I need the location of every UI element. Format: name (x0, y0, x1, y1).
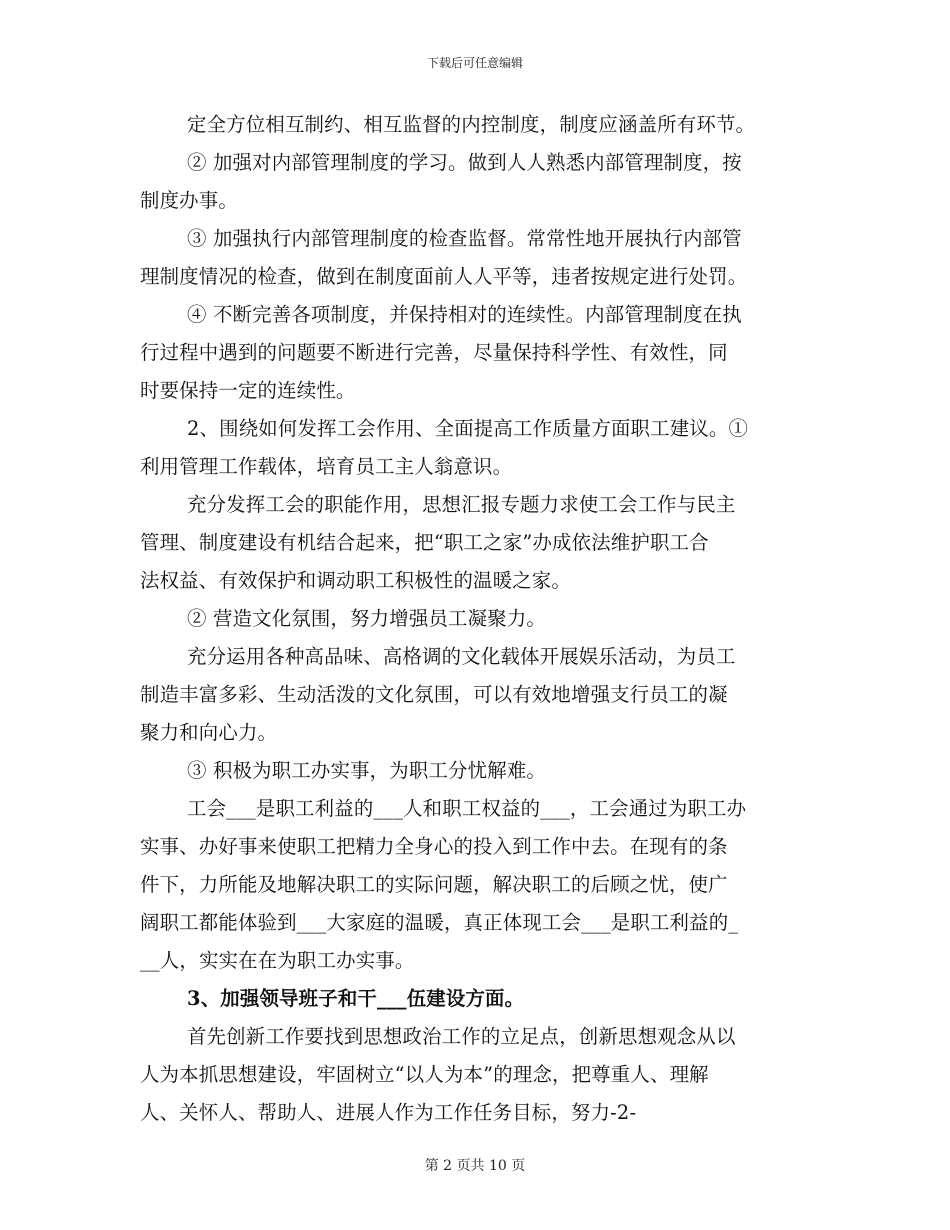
section-heading: 3、加强领导班子和干___伍建设方面。 (187, 987, 525, 1010)
text-line: 聚力和向心力。 (140, 721, 278, 744)
text-line: 理制度情况的检查，做到在制度面前人人平等，违者按规定进行处罚。 (140, 265, 748, 288)
text-line: 充分发挥工会的职能作用，思想汇报专题力求使工会工作与民主 (187, 493, 736, 516)
text-line: ③ 积极为职工办实事，为职工分忧解难。 (187, 759, 546, 782)
text-line: 实事、办好事来使职工把精力全身心的投入到工作中去。在现有的条 (140, 835, 728, 858)
text-line: ② 加强对内部管理制度的学习。做到人人熟悉内部管理制度，按 (187, 151, 742, 174)
text-line: 2、围绕如何发挥工会作用、全面提高工作质量方面职工建议。① (187, 417, 749, 440)
text-line: ④ 不断完善各项制度，并保持相对的连续性。内部管理制度在执 (187, 303, 742, 326)
text-line: 人、关怀人、帮助人、进展人作为工作任务目标，努力-2- (140, 1101, 637, 1124)
text-line: 制造丰富多彩、生动活泼的文化氛围，可以有效地增强支行员工的凝 (140, 683, 728, 706)
text-line: 人为本抓思想建设，牢固树立“以人为本”的理念，把尊重人、理解 (140, 1063, 709, 1086)
text-line: 行过程中遇到的问题要不断进行完善，尽量保持科学性、有效性，同 (140, 341, 728, 364)
text-line: 件下，力所能及地解决职工的实际问题，解决职工的后顾之忧，使广 (140, 873, 728, 896)
text-line: 法权益、有效保护和调动职工积极性的温暖之家。 (140, 569, 571, 592)
document-body (140, 106, 812, 1132)
text-line: 定全方位相互制约、相互监督的内控制度，制度应涵盖所有环节。 (187, 113, 756, 136)
text-line: ② 营造文化氛围，努力增强员工凝聚力。 (187, 607, 546, 630)
text-line: 管理、制度建设有机结合起来，把“职工之家”办成依法维护职工合 (140, 531, 709, 554)
text-line: 制度办事。 (140, 189, 238, 212)
text-line: 充分运用各种高品味、高格调的文化载体开展娱乐活动，为员工 (187, 645, 736, 668)
text-line: ③ 加强执行内部管理制度的检查监督。常常性地开展执行内部管 (187, 227, 742, 250)
page-header: 下载后可任意编辑 (426, 56, 523, 70)
page-footer: 第 2 页共 10 页 (424, 1158, 526, 1174)
text-line: 阔职工都能体验到___大家庭的温暖，真正体现工会___是职工利益的_ (140, 911, 739, 934)
text-line: 利用管理工作载体，培育员工主人翁意识。 (140, 455, 513, 478)
text-line: 时要保持一定的连续性。 (140, 379, 356, 402)
text-line: __人，实实在在为职工办实事。 (140, 949, 415, 972)
text-line: 工会___是职工利益的___人和职工权益的___，工会通过为职工办 (187, 797, 747, 820)
text-line: 首先创新工作要找到思想政治工作的立足点，创新思想观念从以 (187, 1025, 736, 1048)
